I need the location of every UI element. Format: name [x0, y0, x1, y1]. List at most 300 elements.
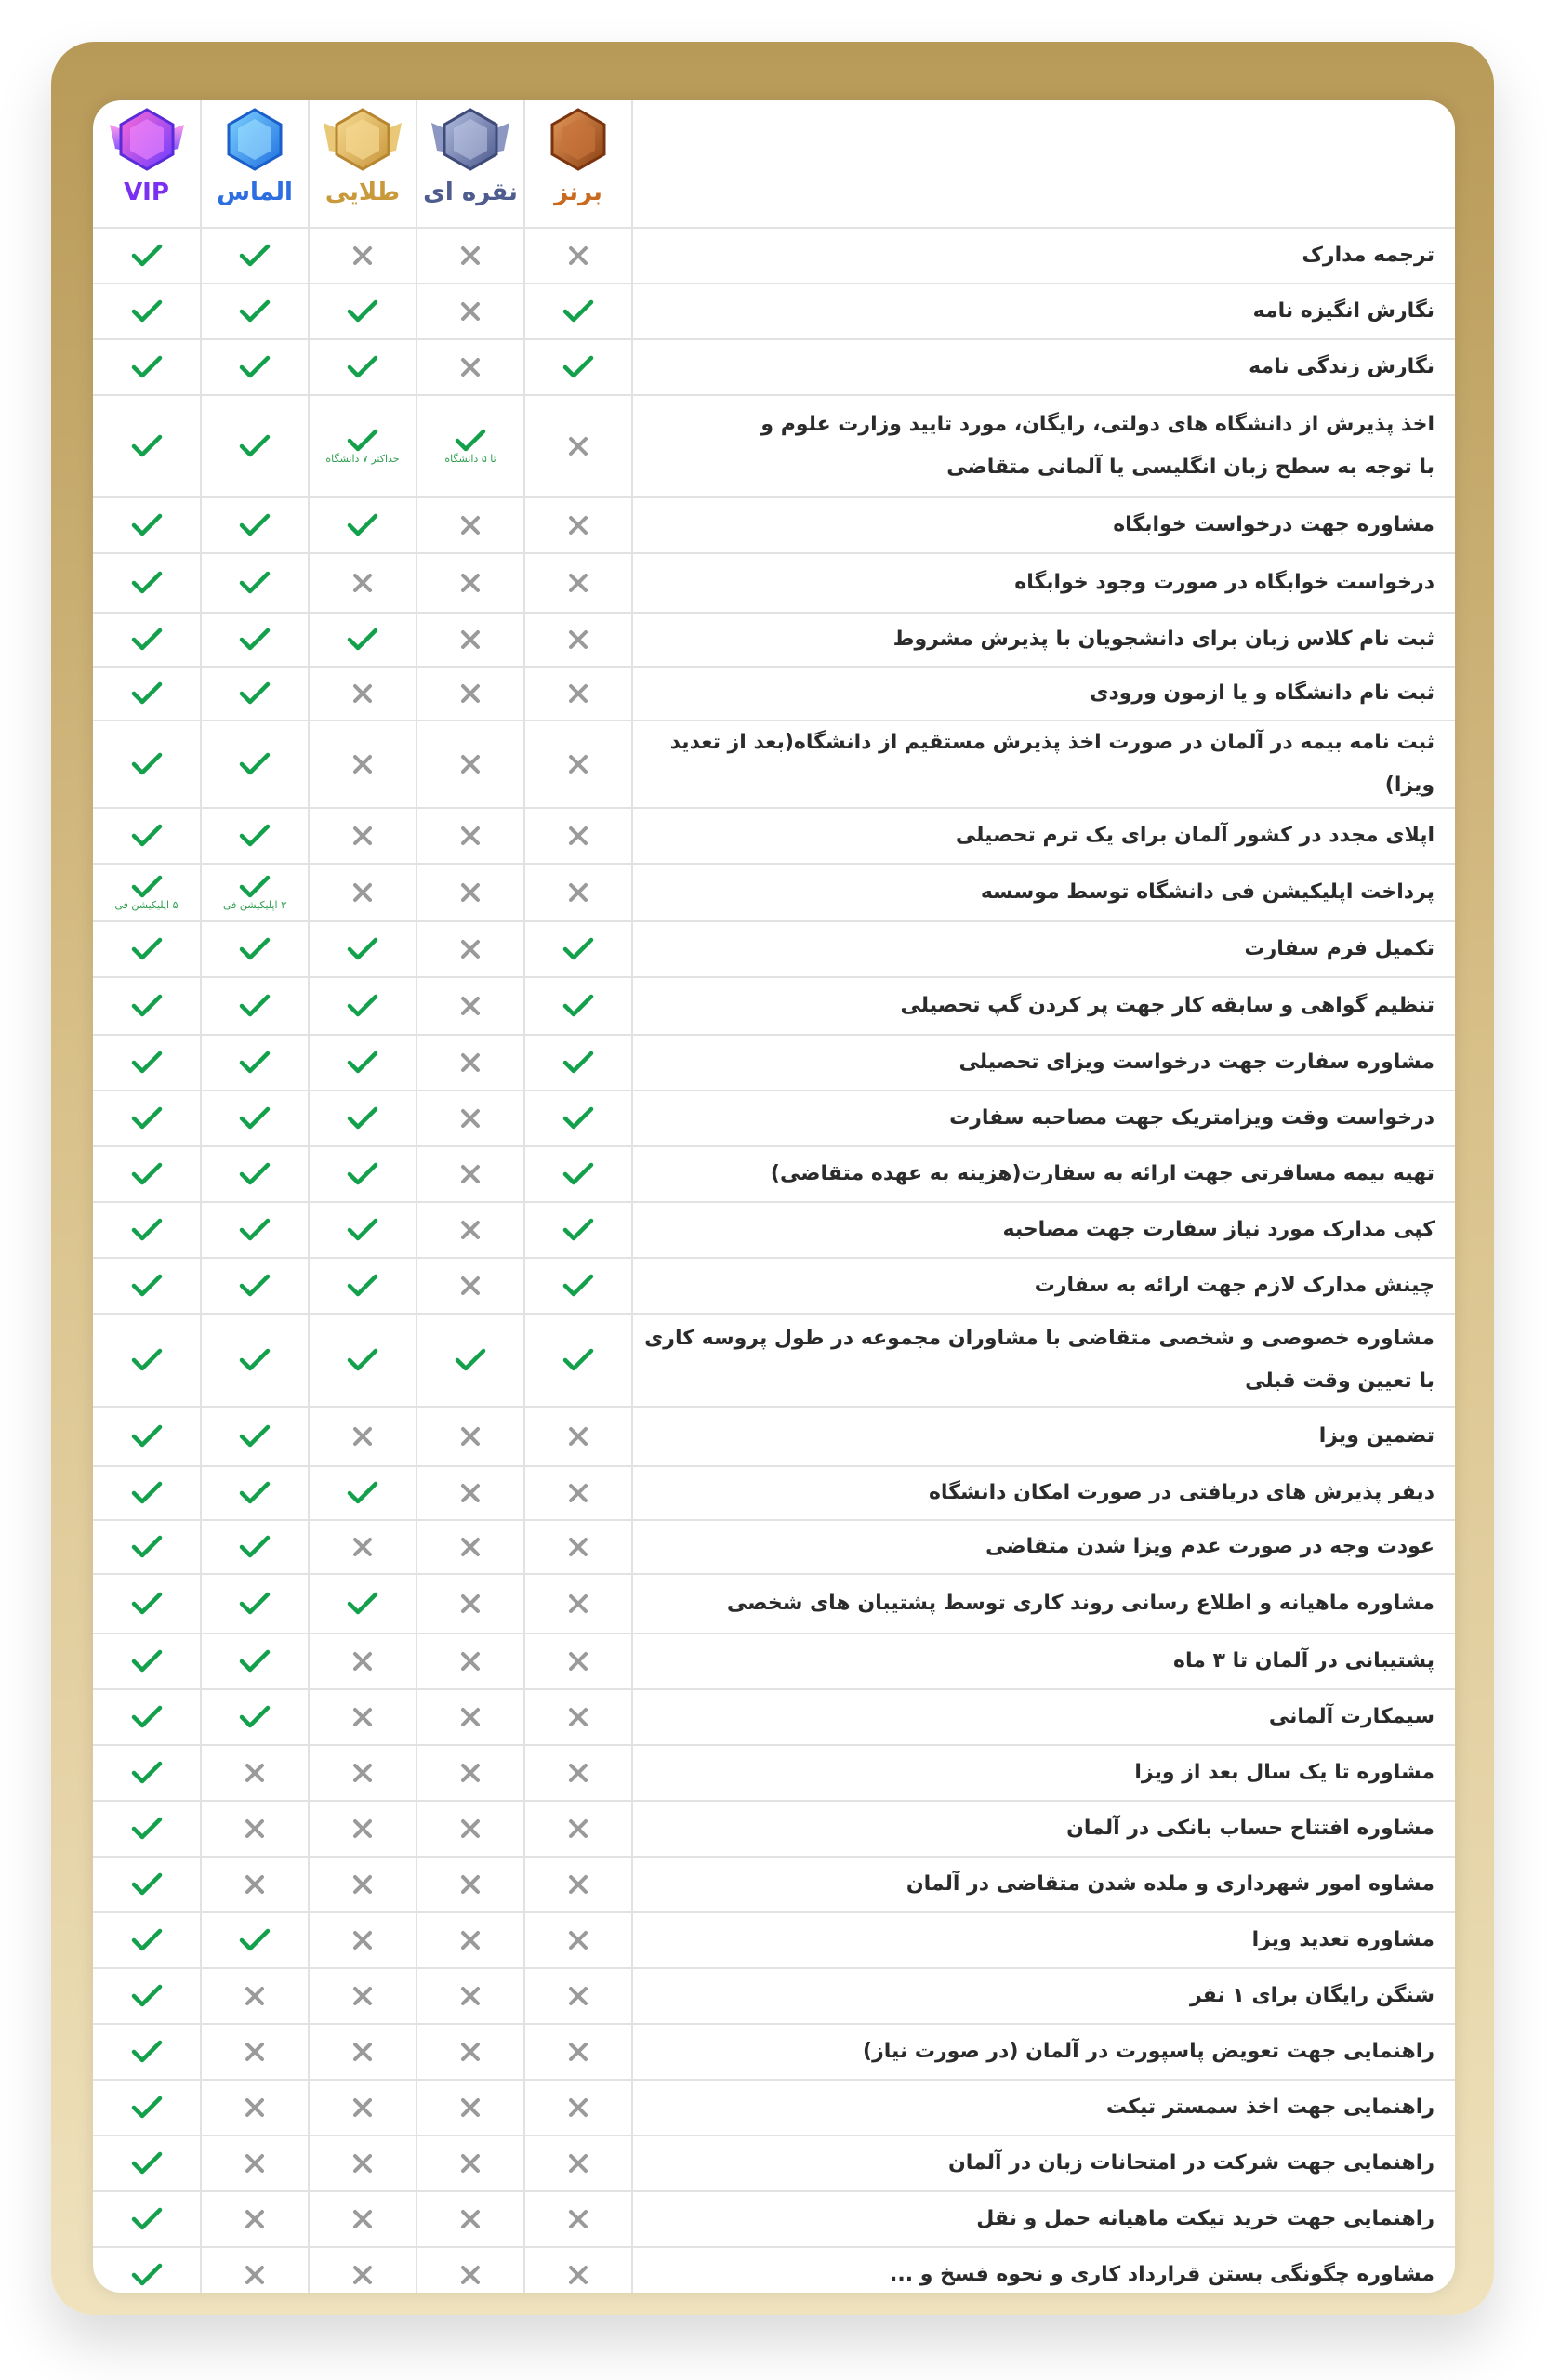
check-icon	[347, 1221, 378, 1238]
cell-bronze	[524, 1314, 632, 1407]
cell-gold	[309, 1407, 416, 1466]
cell-bronze	[524, 2191, 632, 2247]
comparison-card	[93, 100, 1455, 2293]
cell-silver	[416, 2135, 524, 2191]
cross-icon	[459, 1484, 482, 1501]
check-icon	[131, 826, 163, 844]
check-icon	[239, 877, 271, 894]
check-icon	[562, 1109, 594, 1127]
cell-bronze	[524, 284, 632, 339]
cell-diamond	[201, 2247, 309, 2293]
cell-gold	[309, 1689, 416, 1745]
cell-note: تا ۵ دانشگاه	[444, 452, 496, 465]
cell-vip	[93, 2080, 201, 2135]
check-icon	[347, 302, 378, 320]
silver-badge-icon	[420, 106, 521, 177]
cross-icon	[459, 1987, 482, 2004]
check-icon	[239, 940, 271, 958]
cell-gold	[309, 613, 416, 667]
cell-silver	[416, 1912, 524, 1968]
cell-silver	[416, 1202, 524, 1258]
table-row	[93, 1520, 1455, 1574]
check-icon	[562, 997, 594, 1014]
check-icon	[239, 997, 271, 1014]
bronze-badge-icon	[528, 106, 628, 177]
cell-gold	[309, 721, 416, 808]
cell-note: ۵ اپلیکیشن فی	[114, 898, 178, 911]
cross-icon	[244, 2210, 266, 2228]
table-row	[93, 1466, 1455, 1520]
cross-icon	[244, 1764, 266, 1781]
check-icon	[239, 1652, 271, 1670]
check-icon	[131, 1221, 163, 1238]
cell-diamond	[201, 808, 309, 864]
cell-gold	[309, 1314, 416, 1407]
table-row	[93, 864, 1455, 921]
table-row	[93, 977, 1455, 1035]
cell-bronze	[524, 721, 632, 808]
feature-label: مشاوره ماهیانه و اطلاع رسانی روند کاری توسط پشتیبان های شخصی	[632, 1574, 1455, 1633]
table-row	[93, 1202, 1455, 1258]
cell-vip	[93, 1912, 201, 1968]
check-icon	[562, 1165, 594, 1183]
table-row	[93, 1968, 1455, 2024]
cell-vip	[93, 2191, 201, 2247]
feature-label: مشاوره خصوصی و شخصی متقاضی با مشاوران مجموعه در طول پروسه کاری با تعیین وقت قبلی	[632, 1314, 1455, 1407]
feature-label: مشاوره افتتاح حساب بانکی در آلمان	[632, 1801, 1455, 1857]
table-row	[93, 1091, 1455, 1146]
cross-icon	[567, 2098, 589, 2116]
cross-icon	[459, 1931, 482, 1949]
cross-icon	[351, 246, 374, 264]
cell-gold	[309, 977, 416, 1035]
cell-silver	[416, 497, 524, 553]
cell-silver	[416, 1745, 524, 1801]
cell-bronze	[524, 1801, 632, 1857]
table-row	[93, 1745, 1455, 1801]
table-row	[93, 921, 1455, 977]
cell-silver	[416, 228, 524, 284]
check-icon	[131, 1931, 163, 1949]
check-icon	[131, 1764, 163, 1781]
table-row	[93, 1912, 1455, 1968]
cell-vip	[93, 1633, 201, 1689]
cross-icon	[567, 1987, 589, 2004]
cell-bronze	[524, 808, 632, 864]
tier-name-gold: طلایی	[324, 178, 401, 206]
cross-icon	[459, 1165, 482, 1183]
check-icon	[239, 1351, 271, 1368]
cross-icon	[459, 1053, 482, 1071]
check-icon	[562, 1053, 594, 1071]
tier-name-vip: VIP	[124, 178, 169, 206]
cross-icon	[459, 1764, 482, 1781]
feature-label: ثبت نام کلاس زبان برای دانشجویان با پذیرش مشروط	[632, 613, 1455, 667]
cell-gold	[309, 339, 416, 395]
cell-vip	[93, 1258, 201, 1314]
feature-label: مشاوره جهت درخواست خوابگاه	[632, 497, 1455, 553]
check-icon	[239, 437, 271, 455]
check-icon	[347, 1165, 378, 1183]
cell-diamond	[201, 864, 309, 921]
cell-diamond	[201, 1912, 309, 1968]
table-row	[93, 1689, 1455, 1745]
cell-diamond	[201, 1968, 309, 2024]
check-icon	[562, 1351, 594, 1368]
cross-icon	[567, 1875, 589, 1893]
cell-gold	[309, 284, 416, 339]
check-icon	[131, 1652, 163, 1670]
table-row	[93, 1633, 1455, 1689]
cross-icon	[351, 1875, 374, 1893]
cell-gold	[309, 921, 416, 977]
check-icon	[239, 358, 271, 376]
cross-icon	[567, 1652, 589, 1670]
feature-label: شنگن رایگان برای ۱ نفر	[632, 1968, 1455, 2024]
table-row	[93, 497, 1455, 553]
cell-diamond	[201, 921, 309, 977]
check-icon	[239, 1484, 271, 1501]
cell-vip	[93, 1745, 201, 1801]
check-icon	[562, 302, 594, 320]
cell-silver	[416, 921, 524, 977]
feature-label: تکمیل فرم سفارت	[632, 921, 1455, 977]
cross-icon	[244, 2154, 266, 2172]
check-icon	[347, 630, 378, 648]
table-row	[93, 228, 1455, 284]
table-row	[93, 1407, 1455, 1466]
table-row	[93, 1146, 1455, 1202]
check-icon	[239, 246, 271, 264]
cell-bronze	[524, 1857, 632, 1912]
cross-icon	[459, 2266, 482, 2283]
cell-silver	[416, 1035, 524, 1091]
tier-silver-header[interactable]	[416, 100, 524, 228]
feature-label: نگارش انگیزه نامه	[632, 284, 1455, 339]
check-icon	[239, 1594, 271, 1612]
cell-diamond	[201, 1258, 309, 1314]
cross-icon	[351, 1819, 374, 1837]
cell-bronze	[524, 228, 632, 284]
cross-icon	[459, 1276, 482, 1294]
cell-gold	[309, 2080, 416, 2135]
cell-bronze	[524, 1574, 632, 1633]
cell-silver	[416, 1801, 524, 1857]
check-icon	[131, 358, 163, 376]
cell-diamond	[201, 2080, 309, 2135]
cell-gold	[309, 497, 416, 553]
cross-icon	[459, 2098, 482, 2116]
cell-diamond	[201, 1091, 309, 1146]
check-icon	[239, 1427, 271, 1445]
feature-label: سیمکارت آلمانی	[632, 1689, 1455, 1745]
cell-gold	[309, 2191, 416, 2247]
cross-icon	[567, 2266, 589, 2283]
diamond-badge-icon	[205, 106, 305, 177]
tier-bronze-header[interactable]	[524, 100, 632, 228]
check-icon	[455, 430, 486, 448]
feature-label: ترجمه مدارک	[632, 228, 1455, 284]
cell-gold	[309, 1202, 416, 1258]
cell-diamond	[201, 395, 309, 497]
cross-icon	[567, 826, 589, 844]
cross-icon	[567, 883, 589, 901]
cross-icon	[351, 1931, 374, 1949]
feature-label: مشاوره تعدید ویزا	[632, 1912, 1455, 1968]
cell-gold	[309, 2024, 416, 2080]
cell-vip	[93, 1202, 201, 1258]
check-icon	[562, 1276, 594, 1294]
cross-icon	[351, 684, 374, 702]
check-icon	[131, 1053, 163, 1071]
cell-silver	[416, 553, 524, 613]
feature-label: درخواست وقت ویزامتریک جهت مصاحبه سفارت	[632, 1091, 1455, 1146]
tier-vip-header[interactable]	[93, 100, 201, 228]
cell-bronze	[524, 1407, 632, 1466]
check-icon	[131, 2098, 163, 2116]
feature-label: اپلای مجدد در کشور آلمان برای یک ترم تحصیلی	[632, 808, 1455, 864]
feature-label: اخذ پذیرش از دانشگاه های دولتی، رایگان، مورد تایید وزارت علوم و با توجه به سطح زبان انگلیسی یا آلمانی متقاضی	[632, 395, 1455, 497]
cell-silver	[416, 2024, 524, 2080]
cell-vip	[93, 1689, 201, 1745]
feature-label: تهیه بیمه مسافرتی جهت ارائه به سفارت(هزینه به عهده متقاضی)	[632, 1146, 1455, 1202]
cell-gold	[309, 395, 416, 497]
cross-icon	[567, 2210, 589, 2228]
cell-vip	[93, 921, 201, 977]
check-icon	[131, 755, 163, 773]
cell-diamond	[201, 977, 309, 1035]
cell-diamond	[201, 1466, 309, 1520]
cross-icon	[459, 755, 482, 773]
table-row	[93, 1801, 1455, 1857]
cell-bronze	[524, 1258, 632, 1314]
cell-silver	[416, 1633, 524, 1689]
cell-gold	[309, 1857, 416, 1912]
cell-vip	[93, 553, 201, 613]
feature-label: کپی مدارک مورد نیاز سفارت جهت مصاحبه	[632, 1202, 1455, 1258]
gold-badge-icon	[312, 106, 413, 177]
check-icon	[131, 574, 163, 591]
feature-label: مشاوره سفارت جهت درخواست ویزای تحصیلی	[632, 1035, 1455, 1091]
cell-bronze	[524, 1745, 632, 1801]
check-icon	[347, 358, 378, 376]
cell-gold	[309, 1912, 416, 1968]
cell-gold	[309, 1466, 416, 1520]
cell-silver	[416, 1407, 524, 1466]
cell-diamond	[201, 1035, 309, 1091]
cell-diamond	[201, 1314, 309, 1407]
check-icon	[131, 1351, 163, 1368]
check-icon	[347, 1351, 378, 1368]
check-icon	[347, 430, 378, 448]
cross-icon	[567, 684, 589, 702]
check-icon	[131, 246, 163, 264]
check-icon	[562, 358, 594, 376]
cell-bronze	[524, 977, 632, 1035]
check-icon	[347, 516, 378, 534]
cell-diamond	[201, 228, 309, 284]
cell-silver	[416, 1146, 524, 1202]
cell-diamond	[201, 1520, 309, 1574]
cell-diamond	[201, 1633, 309, 1689]
table-row	[93, 1035, 1455, 1091]
cell-note: حداکثر ۷ دانشگاه	[325, 452, 400, 465]
cross-icon	[351, 1987, 374, 2004]
cell-diamond	[201, 667, 309, 721]
feature-label: مشاوره تا یک سال بعد از ویزا	[632, 1745, 1455, 1801]
cell-bronze	[524, 1146, 632, 1202]
table-row	[93, 808, 1455, 864]
cell-vip	[93, 339, 201, 395]
cross-icon	[459, 630, 482, 648]
cross-icon	[244, 2098, 266, 2116]
cross-icon	[459, 2043, 482, 2060]
table-row	[93, 2080, 1455, 2135]
cell-bronze	[524, 1091, 632, 1146]
cell-bronze	[524, 1466, 632, 1520]
tier-name-diamond: الماس	[217, 178, 293, 206]
check-icon	[131, 1276, 163, 1294]
cross-icon	[567, 437, 589, 455]
table-row	[93, 667, 1455, 721]
check-icon	[239, 1053, 271, 1071]
cross-icon	[459, 1221, 482, 1238]
feature-header-empty	[632, 100, 1455, 228]
cell-silver	[416, 1968, 524, 2024]
tier-diamond-header[interactable]	[201, 100, 309, 228]
cell-silver	[416, 1689, 524, 1745]
check-icon	[347, 1276, 378, 1294]
cross-icon	[351, 1427, 374, 1445]
cell-silver	[416, 2080, 524, 2135]
cross-icon	[567, 246, 589, 264]
check-icon	[131, 1819, 163, 1837]
cell-gold	[309, 228, 416, 284]
feature-label: چینش مدارک لازم جهت ارائه به سفارت	[632, 1258, 1455, 1314]
check-icon	[131, 2043, 163, 2060]
cross-icon	[351, 2098, 374, 2116]
cross-icon	[567, 1819, 589, 1837]
cross-icon	[567, 630, 589, 648]
package-comparison-table	[93, 100, 1455, 2293]
cell-bronze	[524, 497, 632, 553]
check-icon	[455, 1351, 486, 1368]
cell-silver	[416, 667, 524, 721]
check-icon	[131, 2210, 163, 2228]
check-icon	[239, 684, 271, 702]
cross-icon	[351, 1538, 374, 1555]
cell-gold	[309, 1633, 416, 1689]
check-icon	[131, 1165, 163, 1183]
check-icon	[131, 1987, 163, 2004]
feature-label: پرداخت اپلیکیشن فی دانشگاه توسط موسسه	[632, 864, 1455, 921]
cell-gold	[309, 1745, 416, 1801]
check-icon	[131, 2154, 163, 2172]
cross-icon	[567, 1764, 589, 1781]
tier-name-bronze: برنز	[554, 178, 602, 206]
cross-icon	[567, 516, 589, 534]
check-icon	[239, 1708, 271, 1726]
check-icon	[239, 1276, 271, 1294]
cell-vip	[93, 1968, 201, 2024]
cell-vip	[93, 2135, 201, 2191]
check-icon	[131, 997, 163, 1014]
cell-gold	[309, 1258, 416, 1314]
cell-bronze	[524, 864, 632, 921]
table-row	[93, 2024, 1455, 2080]
cross-icon	[351, 755, 374, 773]
cross-icon	[459, 1538, 482, 1555]
feature-label: راهنمایی جهت تعویض پاسپورت در آلمان (در صورت نیاز)	[632, 2024, 1455, 2080]
check-icon	[239, 826, 271, 844]
check-icon	[347, 1109, 378, 1127]
cross-icon	[459, 883, 482, 901]
cross-icon	[459, 1109, 482, 1127]
cell-bronze	[524, 1633, 632, 1689]
cell-silver	[416, 2247, 524, 2293]
check-icon	[131, 302, 163, 320]
cell-vip	[93, 1574, 201, 1633]
cross-icon	[459, 2154, 482, 2172]
cell-bronze	[524, 2080, 632, 2135]
cross-icon	[459, 997, 482, 1014]
cell-vip	[93, 395, 201, 497]
cell-silver	[416, 284, 524, 339]
check-icon	[239, 1221, 271, 1238]
table-row	[93, 1574, 1455, 1633]
cell-note: ۳ اپلیکیشن فی	[222, 898, 286, 911]
cell-bronze	[524, 2024, 632, 2080]
cross-icon	[244, 1875, 266, 1893]
cell-gold	[309, 667, 416, 721]
tier-gold-header[interactable]	[309, 100, 416, 228]
vip-badge-icon	[97, 106, 197, 177]
cell-diamond	[201, 1146, 309, 1202]
table-row	[93, 721, 1455, 808]
check-icon	[131, 877, 163, 894]
cell-diamond	[201, 1202, 309, 1258]
cell-bronze	[524, 1520, 632, 1574]
cross-icon	[459, 1708, 482, 1726]
feature-label: دیفر پذیرش های دریافتی در صورت امکان دانشگاه	[632, 1466, 1455, 1520]
cross-icon	[351, 826, 374, 844]
cell-bronze	[524, 1202, 632, 1258]
table-row	[93, 2191, 1455, 2247]
check-icon	[239, 630, 271, 648]
cell-silver	[416, 977, 524, 1035]
feature-label: مشاوره چگونگی بستن قرارداد کاری و نحوه فسخ و ...	[632, 2247, 1455, 2293]
cross-icon	[351, 2266, 374, 2283]
cell-bronze	[524, 1035, 632, 1091]
cross-icon	[459, 1427, 482, 1445]
check-icon	[347, 1484, 378, 1501]
cross-icon	[351, 1708, 374, 1726]
cell-gold	[309, 1574, 416, 1633]
cell-diamond	[201, 2024, 309, 2080]
cell-silver	[416, 1857, 524, 1912]
cell-silver	[416, 1091, 524, 1146]
cell-silver	[416, 1520, 524, 1574]
cell-gold	[309, 2247, 416, 2293]
cell-bronze	[524, 553, 632, 613]
cell-vip	[93, 1146, 201, 1202]
cell-vip	[93, 1314, 201, 1407]
cross-icon	[459, 1875, 482, 1893]
cell-diamond	[201, 1574, 309, 1633]
cell-vip	[93, 1857, 201, 1912]
cell-bronze	[524, 1912, 632, 1968]
check-icon	[131, 684, 163, 702]
